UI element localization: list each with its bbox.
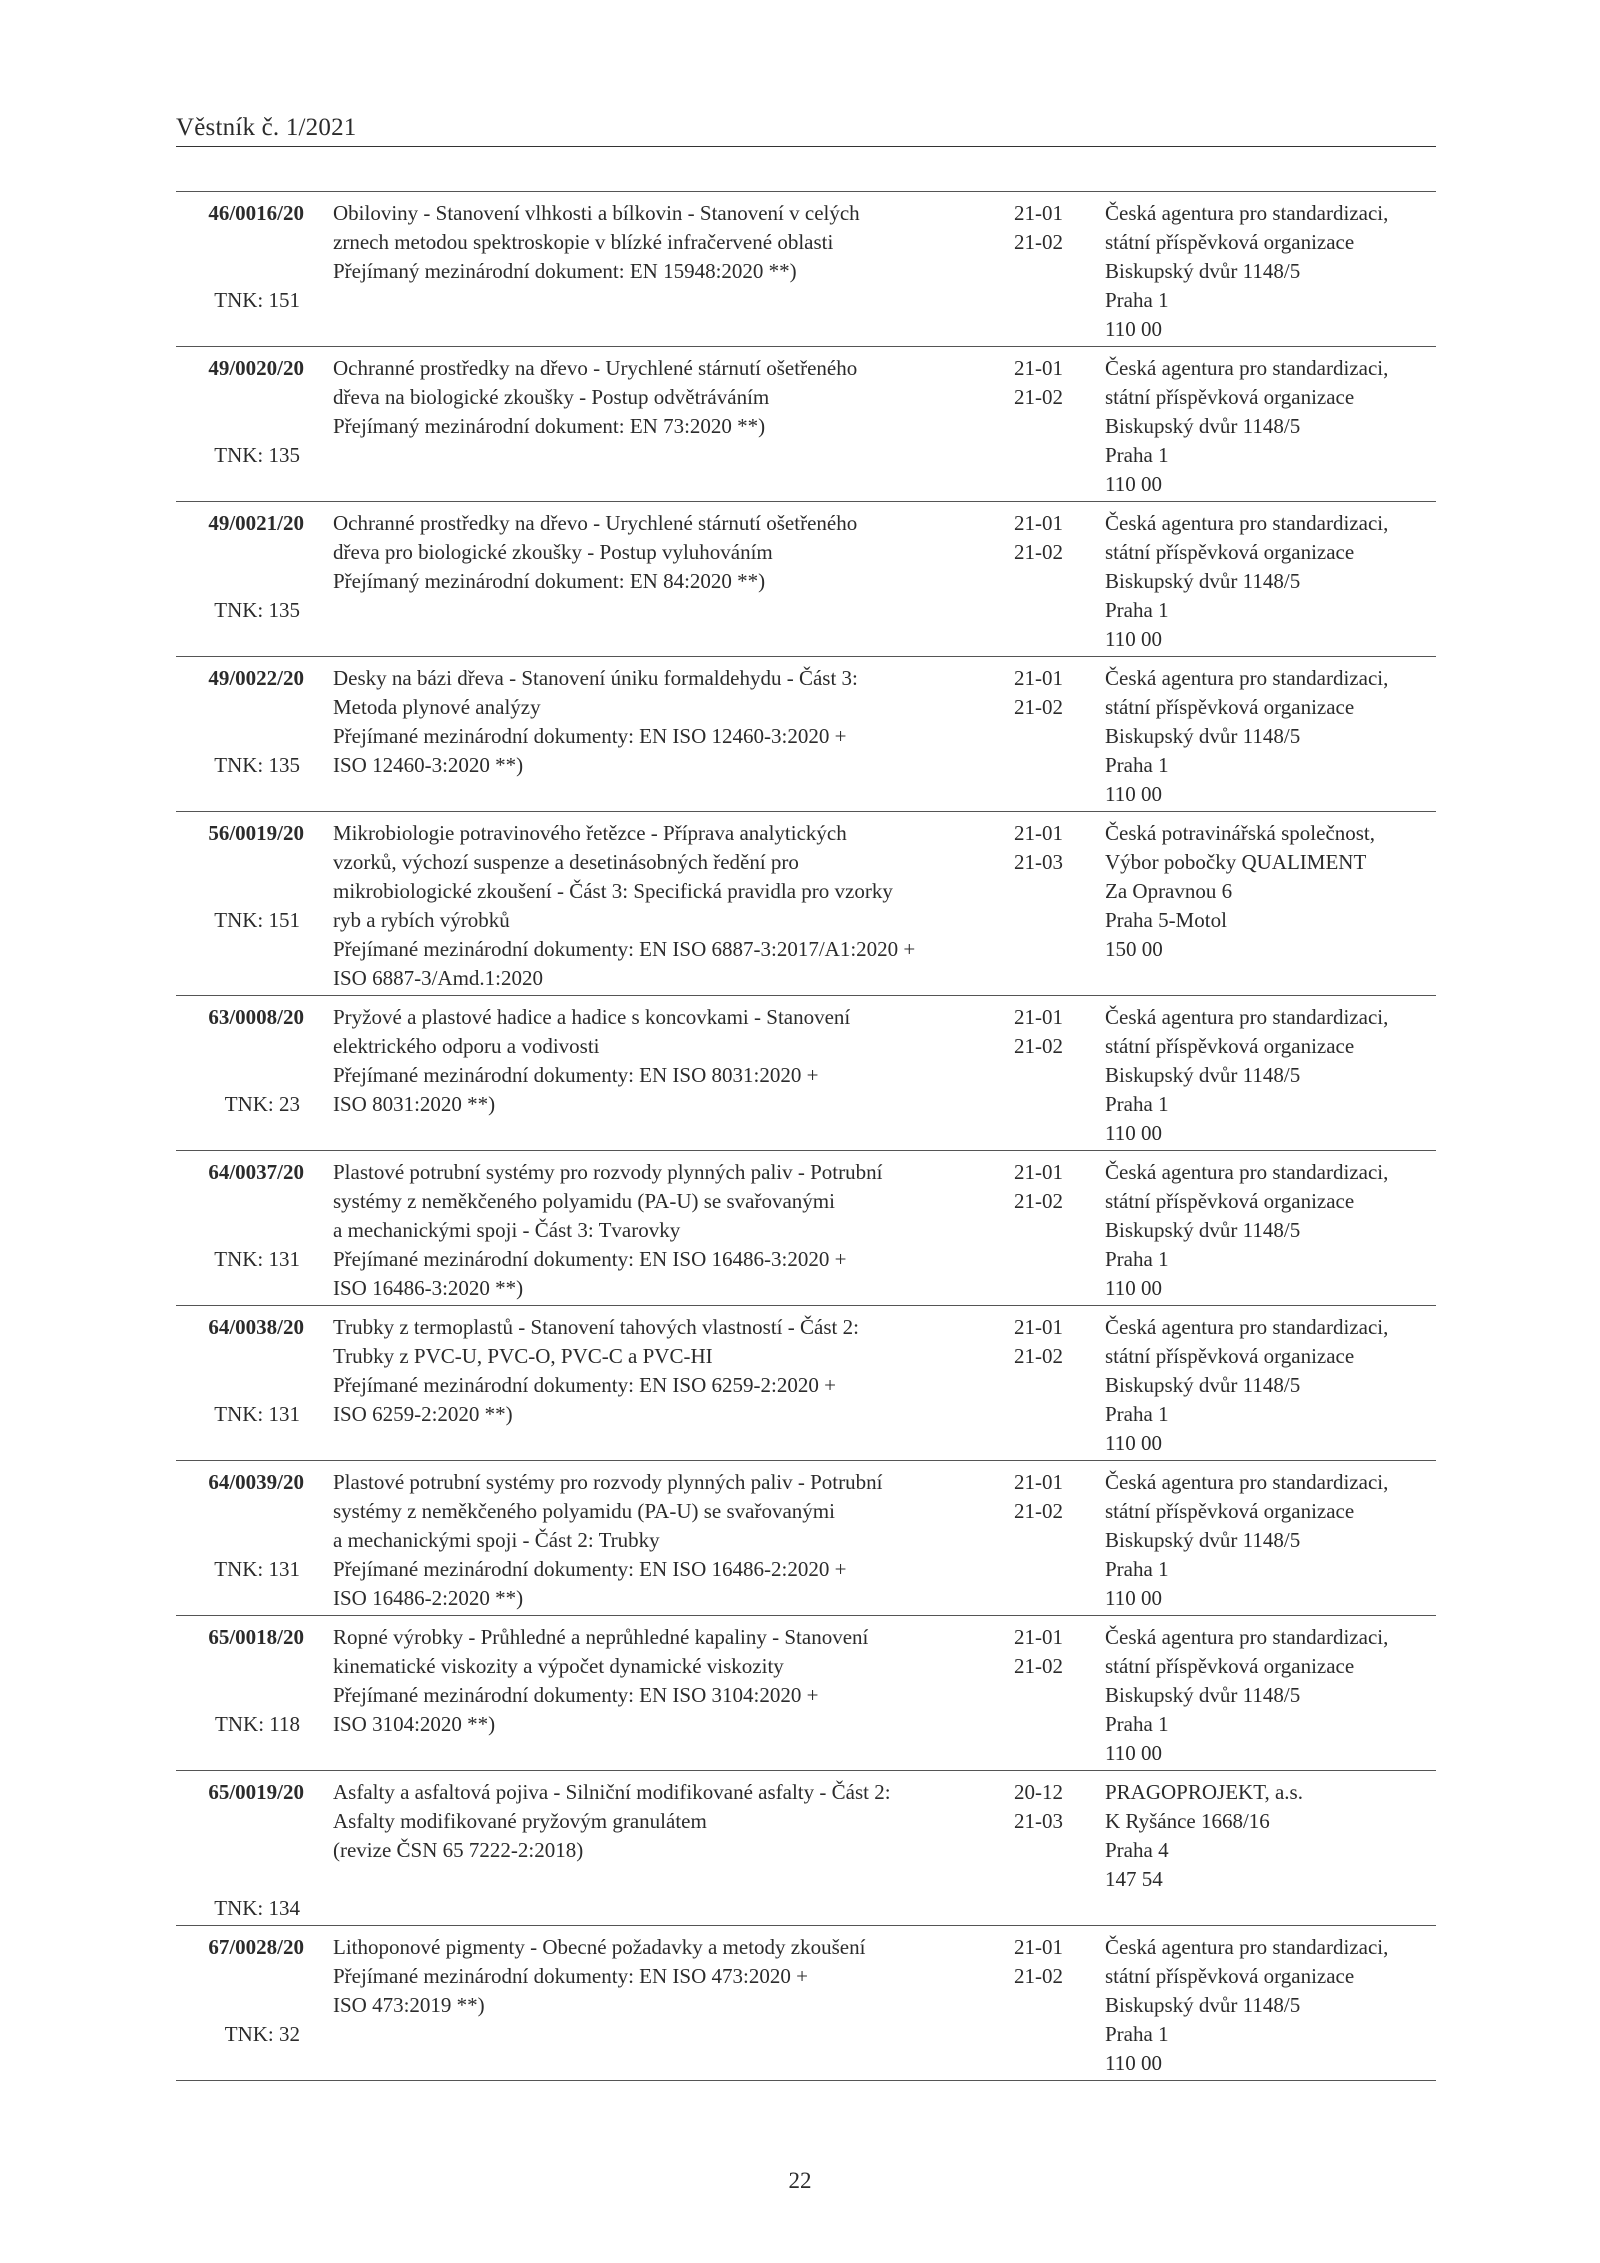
dates-column bbox=[1014, 1003, 1084, 1061]
date-line: 21-01 bbox=[1014, 201, 1063, 225]
org-line: státní příspěvková organizace bbox=[1105, 695, 1355, 719]
org-line: Za Opravnou 6 bbox=[1105, 879, 1233, 903]
desc-line: Přejímané mezinárodní dokumenty: EN ISO 473:2020 + bbox=[333, 1964, 808, 1988]
desc-line: dřeva pro biologické zkoušky - Postup vyluhováním bbox=[333, 540, 773, 564]
desc-line: systémy z neměkčeného polyamidu (PA-U) se svařovanými bbox=[333, 1189, 835, 1213]
org-line: Praha 1 bbox=[1105, 1092, 1169, 1116]
standard-description bbox=[333, 199, 1003, 286]
org-line: Biskupský dvůr 1148/5 bbox=[1105, 1063, 1301, 1087]
org-line: státní příspěvková organizace bbox=[1105, 1654, 1355, 1678]
org-line: Česká agentura pro standardizaci, bbox=[1105, 201, 1389, 225]
organization-column bbox=[1105, 1623, 1436, 1768]
table-row bbox=[176, 1926, 1436, 2081]
dates-column bbox=[1014, 664, 1084, 722]
standard-description bbox=[333, 1933, 1003, 2020]
org-line: státní příspěvková organizace bbox=[1105, 1344, 1355, 1368]
tnk-number: TNK: 151 bbox=[214, 288, 300, 312]
desc-line: zrnech metodou spektroskopie v blízké infračervené oblasti bbox=[333, 230, 834, 254]
desc-line: vzorků, výchozí suspenze a desetinásobných ředění pro bbox=[333, 850, 799, 874]
org-line: Biskupský dvůr 1148/5 bbox=[1105, 724, 1301, 748]
org-line: Česká agentura pro standardizaci, bbox=[1105, 1935, 1389, 1959]
desc-line: Přejímané mezinárodní dokumenty: EN ISO 16486-2:2020 + bbox=[333, 1557, 847, 1581]
tnk-number: TNK: 135 bbox=[214, 598, 300, 622]
journal-title: Věstník č. 1/2021 bbox=[176, 114, 357, 141]
desc-line: Ropné výrobky - Průhledné a neprůhledné kapaliny - Stanovení bbox=[333, 1625, 869, 1649]
date-line: 21-02 bbox=[1014, 695, 1063, 719]
desc-line: Obiloviny - Stanovení vlhkosti a bílkovin - Stanovení v celých bbox=[333, 201, 860, 225]
standard-code: 63/0008/20 bbox=[208, 1005, 304, 1029]
tnk-number: TNK: 131 bbox=[214, 1402, 300, 1426]
standard-code: 65/0018/20 bbox=[208, 1625, 304, 1649]
org-line: Praha 4 bbox=[1105, 1838, 1169, 1862]
tnk-number: TNK: 131 bbox=[214, 1247, 300, 1271]
desc-line: ISO 8031:2020 **) bbox=[333, 1092, 496, 1116]
org-line: K Ryšánce 1668/16 bbox=[1105, 1809, 1270, 1833]
desc-line: Asfalty a asfaltová pojiva - Silniční modifikované asfalty - Část 2: bbox=[333, 1780, 891, 1804]
tnk-number: TNK: 32 bbox=[224, 2022, 300, 2046]
standard-code: 65/0019/20 bbox=[208, 1780, 304, 1804]
desc-line: a mechanickými spoji - Část 2: Trubky bbox=[333, 1528, 660, 1552]
desc-line: Ochranné prostředky na dřevo - Urychlené stárnutí ošetřeného bbox=[333, 356, 858, 380]
desc-line: Přejímané mezinárodní dokumenty: EN ISO 8031:2020 + bbox=[333, 1063, 819, 1087]
org-line: státní příspěvková organizace bbox=[1105, 1499, 1355, 1523]
org-line: 150 00 bbox=[1105, 937, 1163, 961]
desc-line: dřeva na biologické zkoušky - Postup odvětráváním bbox=[333, 385, 770, 409]
table-row bbox=[176, 657, 1436, 812]
desc-line: Asfalty modifikované pryžovým granulátem bbox=[333, 1809, 707, 1833]
standard-description bbox=[333, 1468, 1003, 1613]
date-line: 21-01 bbox=[1014, 1625, 1063, 1649]
standard-code: 49/0021/20 bbox=[208, 511, 304, 535]
org-line: 110 00 bbox=[1105, 1276, 1162, 1300]
org-line: Česká agentura pro standardizaci, bbox=[1105, 1625, 1389, 1649]
org-line: 110 00 bbox=[1105, 1431, 1162, 1455]
table-row bbox=[176, 502, 1436, 657]
org-line: Praha 5-Motol bbox=[1105, 908, 1227, 932]
org-line: Biskupský dvůr 1148/5 bbox=[1105, 1218, 1301, 1242]
desc-line: ISO 12460-3:2020 **) bbox=[333, 753, 524, 777]
dates-column bbox=[1014, 1468, 1084, 1526]
desc-line: systémy z neměkčeného polyamidu (PA-U) se svařovanými bbox=[333, 1499, 835, 1523]
table-row bbox=[176, 996, 1436, 1151]
date-line: 21-02 bbox=[1014, 1189, 1063, 1213]
table-row bbox=[176, 812, 1436, 996]
desc-line: mikrobiologické zkoušení - Část 3: Specifická pravidla pro vzorky bbox=[333, 879, 893, 903]
date-line: 21-03 bbox=[1014, 850, 1063, 874]
org-line: Praha 1 bbox=[1105, 2022, 1169, 2046]
dates-column bbox=[1014, 1158, 1084, 1216]
standards-table bbox=[176, 191, 1436, 2081]
date-line: 21-01 bbox=[1014, 511, 1063, 535]
org-line: 110 00 bbox=[1105, 627, 1162, 651]
date-line: 20-12 bbox=[1014, 1780, 1063, 1804]
dates-column bbox=[1014, 199, 1084, 257]
dates-column bbox=[1014, 1778, 1084, 1836]
desc-line: a mechanickými spoji - Část 3: Tvarovky bbox=[333, 1218, 681, 1242]
standard-description bbox=[333, 1778, 1003, 1865]
tnk-number: TNK: 151 bbox=[214, 908, 300, 932]
desc-line: ISO 6887-3/Amd.1:2020 bbox=[333, 966, 543, 990]
date-line: 21-02 bbox=[1014, 540, 1063, 564]
desc-line: ryb a rybích výrobků bbox=[333, 908, 510, 932]
org-line: 110 00 bbox=[1105, 2051, 1162, 2075]
desc-line: Přejímané mezinárodní dokumenty: EN ISO 6887-3:2017/A1:2020 + bbox=[333, 937, 916, 961]
date-line: 21-01 bbox=[1014, 1470, 1063, 1494]
dates-column bbox=[1014, 1933, 1084, 1991]
desc-line: kinematické viskozity a výpočet dynamické viskozity bbox=[333, 1654, 784, 1678]
page-number: 22 bbox=[788, 2168, 812, 2193]
dates-column bbox=[1014, 819, 1084, 877]
org-line: Praha 1 bbox=[1105, 1402, 1169, 1426]
desc-line: ISO 16486-3:2020 **) bbox=[333, 1276, 524, 1300]
page-header bbox=[176, 112, 1436, 147]
date-line: 21-02 bbox=[1014, 1344, 1063, 1368]
standard-code: 46/0016/20 bbox=[208, 201, 304, 225]
org-line: Praha 1 bbox=[1105, 1712, 1169, 1736]
org-line: Biskupský dvůr 1148/5 bbox=[1105, 1683, 1301, 1707]
desc-line: Přejímaný mezinárodní dokument: EN 84:2020 **) bbox=[333, 569, 766, 593]
org-line: státní příspěvková organizace bbox=[1105, 1034, 1355, 1058]
tnk-number: TNK: 23 bbox=[224, 1092, 300, 1116]
org-line: Biskupský dvůr 1148/5 bbox=[1105, 569, 1301, 593]
desc-line: Přejímané mezinárodní dokumenty: EN ISO 3104:2020 + bbox=[333, 1683, 819, 1707]
date-line: 21-01 bbox=[1014, 1935, 1063, 1959]
org-line: Biskupský dvůr 1148/5 bbox=[1105, 1373, 1301, 1397]
org-line: Praha 1 bbox=[1105, 1247, 1169, 1271]
dates-column bbox=[1014, 1313, 1084, 1371]
standard-description bbox=[333, 509, 1003, 596]
org-line: Česká potravinářská společnost, bbox=[1105, 821, 1376, 845]
org-line: Praha 1 bbox=[1105, 753, 1169, 777]
desc-line: Trubky z termoplastů - Stanovení tahových vlastností - Část 2: bbox=[333, 1315, 859, 1339]
organization-column bbox=[1105, 664, 1436, 809]
desc-line: Desky na bázi dřeva - Stanovení úniku formaldehydu - Část 3: bbox=[333, 666, 858, 690]
org-line: státní příspěvková organizace bbox=[1105, 230, 1355, 254]
standard-code: 49/0020/20 bbox=[208, 356, 304, 380]
organization-column bbox=[1105, 1468, 1436, 1613]
date-line: 21-01 bbox=[1014, 821, 1063, 845]
table-row bbox=[176, 1461, 1436, 1616]
desc-line: Plastové potrubní systémy pro rozvody plynných paliv - Potrubní bbox=[333, 1470, 883, 1494]
org-line: Česká agentura pro standardizaci, bbox=[1105, 1160, 1389, 1184]
org-line: PRAGOPROJEKT, a.s. bbox=[1105, 1780, 1303, 1804]
standard-code: 67/0028/20 bbox=[208, 1935, 304, 1959]
date-line: 21-01 bbox=[1014, 1160, 1063, 1184]
org-line: Biskupský dvůr 1148/5 bbox=[1105, 414, 1301, 438]
date-line: 21-02 bbox=[1014, 1034, 1063, 1058]
standard-description bbox=[333, 354, 1003, 441]
org-line: Praha 1 bbox=[1105, 443, 1169, 467]
organization-column bbox=[1105, 1313, 1436, 1458]
date-line: 21-01 bbox=[1014, 666, 1063, 690]
date-line: 21-01 bbox=[1014, 1315, 1063, 1339]
desc-line: Pryžové a plastové hadice a hadice s koncovkami - Stanovení bbox=[333, 1005, 851, 1029]
desc-line: elektrického odporu a vodivosti bbox=[333, 1034, 600, 1058]
org-line: státní příspěvková organizace bbox=[1105, 540, 1355, 564]
desc-line: Přejímané mezinárodní dokumenty: EN ISO 16486-3:2020 + bbox=[333, 1247, 847, 1271]
org-line: 110 00 bbox=[1105, 1121, 1162, 1145]
tnk-number: TNK: 135 bbox=[214, 443, 300, 467]
org-line: 110 00 bbox=[1105, 1741, 1162, 1765]
org-line: Česká agentura pro standardizaci, bbox=[1105, 356, 1389, 380]
org-line: 110 00 bbox=[1105, 782, 1162, 806]
org-line: Česká agentura pro standardizaci, bbox=[1105, 1315, 1389, 1339]
organization-column bbox=[1105, 1778, 1436, 1894]
table-row bbox=[176, 347, 1436, 502]
date-line: 21-02 bbox=[1014, 385, 1063, 409]
org-line: Biskupský dvůr 1148/5 bbox=[1105, 1528, 1301, 1552]
standard-code: 64/0039/20 bbox=[208, 1470, 304, 1494]
standard-description bbox=[333, 1003, 1003, 1119]
standard-description bbox=[333, 1623, 1003, 1739]
desc-line: Mikrobiologie potravinového řetězce - Příprava analytických bbox=[333, 821, 847, 845]
desc-line: Přejímané mezinárodní dokumenty: EN ISO 12460-3:2020 + bbox=[333, 724, 847, 748]
desc-line: Přejímané mezinárodní dokumenty: EN ISO 6259-2:2020 + bbox=[333, 1373, 836, 1397]
table-row bbox=[176, 1616, 1436, 1771]
organization-column bbox=[1105, 819, 1436, 964]
desc-line: ISO 6259-2:2020 **) bbox=[333, 1402, 513, 1426]
table-row bbox=[176, 1771, 1436, 1926]
desc-line: Metoda plynové analýzy bbox=[333, 695, 541, 719]
standard-description bbox=[333, 1158, 1003, 1303]
org-line: státní příspěvková organizace bbox=[1105, 1189, 1355, 1213]
standard-code: 64/0038/20 bbox=[208, 1315, 304, 1339]
desc-line: Ochranné prostředky na dřevo - Urychlené stárnutí ošetřeného bbox=[333, 511, 858, 535]
org-line: 110 00 bbox=[1105, 1586, 1162, 1610]
org-line: Česká agentura pro standardizaci, bbox=[1105, 666, 1389, 690]
standard-code: 64/0037/20 bbox=[208, 1160, 304, 1184]
org-line: Česká agentura pro standardizaci, bbox=[1105, 1470, 1389, 1494]
date-line: 21-02 bbox=[1014, 1964, 1063, 1988]
table-row bbox=[176, 1306, 1436, 1461]
desc-line: Lithoponové pigmenty - Obecné požadavky a metody zkoušení bbox=[333, 1935, 866, 1959]
date-line: 21-02 bbox=[1014, 1654, 1063, 1678]
tnk-number: TNK: 131 bbox=[214, 1557, 300, 1581]
dates-column bbox=[1014, 354, 1084, 412]
org-line: Biskupský dvůr 1148/5 bbox=[1105, 1993, 1301, 2017]
date-line: 21-01 bbox=[1014, 1005, 1063, 1029]
org-line: 110 00 bbox=[1105, 317, 1162, 341]
date-line: 21-01 bbox=[1014, 356, 1063, 380]
desc-line: ISO 473:2019 **) bbox=[333, 1993, 485, 2017]
org-line: 147 54 bbox=[1105, 1867, 1163, 1891]
org-line: Praha 1 bbox=[1105, 598, 1169, 622]
org-line: Česká agentura pro standardizaci, bbox=[1105, 1005, 1389, 1029]
standard-description bbox=[333, 1313, 1003, 1429]
organization-column bbox=[1105, 354, 1436, 499]
date-line: 21-02 bbox=[1014, 1499, 1063, 1523]
date-line: 21-03 bbox=[1014, 1809, 1063, 1833]
org-line: Biskupský dvůr 1148/5 bbox=[1105, 259, 1301, 283]
organization-column bbox=[1105, 1003, 1436, 1148]
standard-code: 49/0022/20 bbox=[208, 666, 304, 690]
tnk-number: TNK: 135 bbox=[214, 753, 300, 777]
desc-line: Přejímaný mezinárodní dokument: EN 73:2020 **) bbox=[333, 414, 766, 438]
desc-line: Trubky z PVC-U, PVC-O, PVC-C a PVC-HI bbox=[333, 1344, 713, 1368]
tnk-number: TNK: 118 bbox=[215, 1712, 300, 1736]
table-row bbox=[176, 1151, 1436, 1306]
organization-column bbox=[1105, 509, 1436, 654]
date-line: 21-02 bbox=[1014, 230, 1063, 254]
org-line: Výbor pobočky QUALIMENT bbox=[1105, 850, 1367, 874]
tnk-number: TNK: 134 bbox=[214, 1896, 300, 1920]
desc-line: (revize ČSN 65 7222-2:2018) bbox=[333, 1838, 584, 1862]
desc-line: Přejímaný mezinárodní dokument: EN 15948:2020 **) bbox=[333, 259, 797, 283]
org-line: Česká agentura pro standardizaci, bbox=[1105, 511, 1389, 535]
desc-line: Plastové potrubní systémy pro rozvody plynných paliv - Potrubní bbox=[333, 1160, 883, 1184]
organization-column bbox=[1105, 199, 1436, 344]
standard-description bbox=[333, 664, 1003, 780]
organization-column bbox=[1105, 1158, 1436, 1303]
table-row bbox=[176, 192, 1436, 347]
organization-column bbox=[1105, 1933, 1436, 2078]
org-line: Praha 1 bbox=[1105, 288, 1169, 312]
desc-line: ISO 3104:2020 **) bbox=[333, 1712, 496, 1736]
org-line: státní příspěvková organizace bbox=[1105, 385, 1355, 409]
desc-line: ISO 16486-2:2020 **) bbox=[333, 1586, 524, 1610]
org-line: 110 00 bbox=[1105, 472, 1162, 496]
dates-column bbox=[1014, 509, 1084, 567]
standard-code: 56/0019/20 bbox=[208, 821, 304, 845]
org-line: státní příspěvková organizace bbox=[1105, 1964, 1355, 1988]
dates-column bbox=[1014, 1623, 1084, 1681]
org-line: Praha 1 bbox=[1105, 1557, 1169, 1581]
standard-description bbox=[333, 819, 1003, 993]
